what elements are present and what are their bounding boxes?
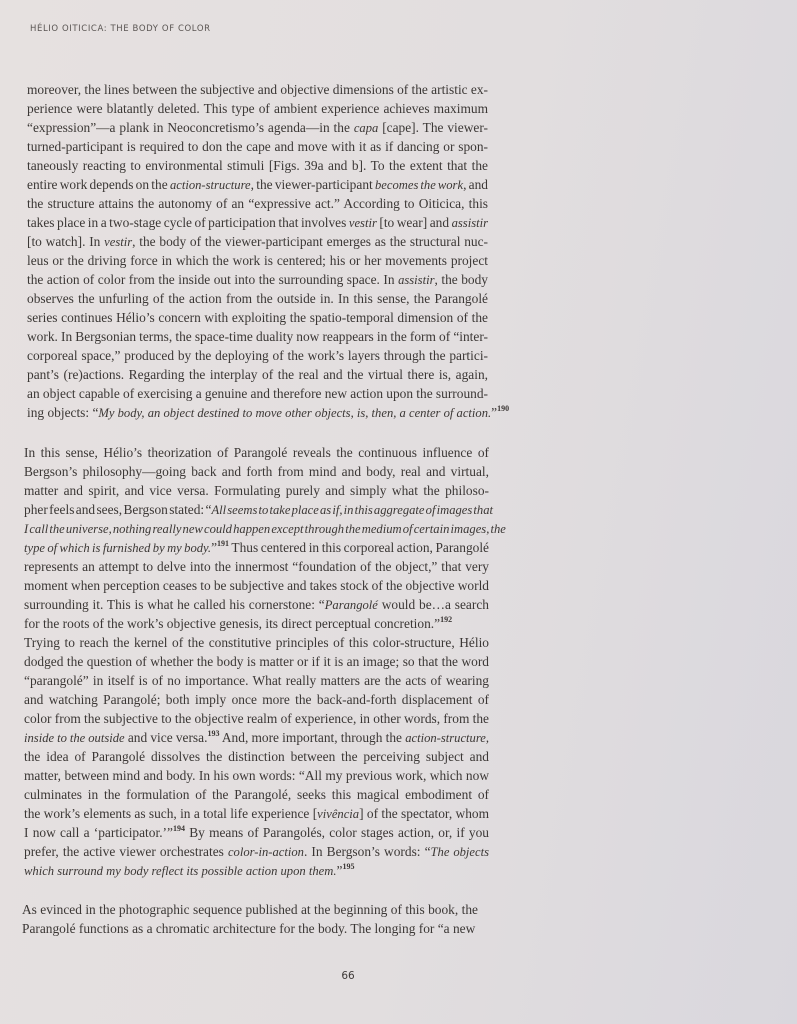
running-head: HÉLIO OITICICA: THE BODY OF COLOR [30, 24, 211, 34]
text-run: , the body [434, 272, 489, 287]
text-run: prefer, the active viewer orchestrates [24, 844, 228, 859]
footnote-ref: 192 [440, 614, 453, 624]
footnote-ref: 195 [342, 861, 355, 871]
text-run: matter, between mind and body. In his own words: “All my previous work, which now [24, 768, 489, 783]
text-run: culminates in the formulation of the Parangolé, seeks this magical embodiment of [24, 787, 489, 802]
text-run: . In Bergson’s words: “ [303, 844, 431, 859]
text-line [24, 861, 354, 881]
text-line [27, 289, 488, 308]
text-line [27, 308, 488, 327]
text-run: “parangolé” in itself is of no importance. What really matters are the acts of wearing [24, 673, 489, 688]
text-run: takes place in a two-stage cycle of participation that involves [27, 215, 349, 230]
text-run: ” [336, 863, 343, 878]
italic-text: action-structure, [405, 731, 490, 745]
italic-text: My body, an object destined to move other objects, is, then, a center of action. [98, 406, 492, 420]
text-run: would be…a search [377, 597, 489, 612]
text-line [24, 842, 489, 862]
text-run: ing objects: “ [27, 405, 99, 420]
text-run: Parangolé functions as a chromatic architecture for the body. The longing for “a new [22, 921, 476, 936]
text-run: In this sense, Hélio’s theorization of Parangolé reveals the continuous influence of [24, 445, 489, 460]
text-run: Bergson’s philosophy—going back and forth from mind and body, real and virtual, [24, 464, 489, 479]
italic-text: The objects [430, 845, 490, 859]
text-line [22, 919, 475, 938]
text-line [24, 690, 489, 709]
text-line [27, 156, 488, 175]
text-run: turned-participant is required to don the cape and move with it as if dancing or spon- [27, 139, 488, 154]
text-run: series continues Hélio’s concern with exploiting the spatio-temporal dimension of the [27, 310, 488, 325]
italic-text: color-in-action [227, 845, 304, 859]
italic-text: which surround my body reflect its possible action upon them. [24, 864, 337, 878]
text-run: I now call a ‘participator.’” [24, 825, 173, 840]
italic-text: vivência [317, 807, 360, 821]
text-line [24, 481, 489, 500]
text-run: dodged the question of whether the body is matter or if it is an image; so that the word [24, 654, 489, 669]
text-line [22, 900, 478, 919]
text-run: moment when perception ceases to be subjective and takes stock of the objective world [24, 578, 489, 593]
text-line [27, 251, 488, 270]
text-run: and vice versa. [124, 730, 208, 745]
text-line [24, 633, 489, 652]
text-run: the structure attains the autonomy of an “expressive act.” According to Oiticica, this [27, 196, 488, 211]
text-run: pant’s (re)actions. Regarding the interplay of the real and the virtual there is, again, [27, 367, 488, 382]
text-line [24, 443, 489, 462]
text-line [24, 538, 489, 558]
text-run: entire work depends on the [27, 177, 170, 192]
text-run: As evinced in the photographic sequence published at the beginning of this book, the [22, 902, 478, 917]
italic-text: Parangolé [324, 598, 378, 612]
text-run: color from the subjective to the objective realm of experience, in other words, from the [24, 711, 489, 726]
text-run: , and [463, 177, 489, 192]
text-run: pher feels and sees, Bergson stated: “ [24, 502, 212, 517]
italic-text: I call the universe, nothing really new could happen except through the medium of certain images, the [24, 522, 506, 536]
text-line [27, 384, 488, 403]
text-line [24, 595, 489, 615]
text-run: represents an attempt to delve into the innermost “foundation of the object,” that very [24, 559, 489, 574]
text-run: ” [491, 405, 498, 420]
text-line [27, 213, 488, 233]
text-run: moreover, the lines between the subjective and objective dimensions of the artistic ex- [27, 82, 488, 97]
text-run: and watching Parangolé; both imply once more the back-and-forth displacement of [24, 692, 489, 707]
text-run: , the viewer-participant [250, 177, 375, 192]
text-line [24, 519, 506, 539]
text-line [27, 194, 488, 213]
text-line [24, 747, 489, 766]
text-line [27, 270, 488, 290]
text-line [27, 175, 488, 195]
footnote-ref: 193 [207, 728, 220, 738]
text-run: ” [211, 540, 218, 555]
text-run: By means of Parangolés, color stages action, or, if you [184, 825, 489, 840]
text-line [24, 652, 489, 671]
text-run: leus or the driving force in which the work is centered; his or her movements project [27, 253, 488, 268]
text-line [24, 576, 489, 595]
text-line [24, 766, 489, 785]
text-line [24, 785, 489, 804]
text-run: taneously reacting to environmental stimuli [Figs. 39a and b]. To the extent that the [27, 158, 488, 173]
text-line [24, 728, 489, 748]
page-number: 66 [341, 970, 355, 982]
italic-text: action-structure [169, 178, 251, 192]
text-run: Thus centered in this corporeal action, Parangolé [229, 540, 490, 555]
text-run: the work’s elements as such, in a total life experience [ [24, 806, 318, 821]
text-run: the idea of Parangolé dissolves the distinction between the perceiving subject and [24, 749, 489, 764]
text-line [27, 365, 488, 384]
text-line [27, 118, 488, 138]
text-line [24, 671, 489, 690]
text-run: observes the unfurling of the action from the outside in. In this sense, the Parangolé [27, 291, 488, 306]
italic-text: vestir [348, 216, 377, 230]
italic-text: inside to the outside [24, 731, 125, 745]
text-line [24, 557, 489, 576]
text-line [24, 614, 452, 633]
text-run: [cape]. The viewer- [378, 120, 488, 135]
text-line [24, 500, 493, 520]
text-line [24, 709, 489, 728]
text-run: surrounding it. This is what he called his cornerstone: “ [24, 597, 325, 612]
text-run: work. In Bergsonian terms, the space-time duality now reappears in the form of “inter- [27, 329, 488, 344]
italic-text: assistir [398, 273, 435, 287]
footnote-ref: 190 [497, 403, 510, 413]
text-run: , the body of the viewer-participant emerges as the structural nuc- [132, 234, 488, 249]
text-line [27, 80, 488, 99]
text-line [27, 346, 488, 365]
text-line [24, 823, 489, 842]
text-run: [to wear] and [376, 215, 452, 230]
text-run: And, more important, through the [219, 730, 406, 745]
text-line [27, 403, 509, 423]
footnote-ref: 191 [217, 538, 230, 548]
text-line [24, 804, 489, 824]
text-run: “expression”—a plank in Neoconcretismo’s agenda—in the [27, 120, 354, 135]
text-line [27, 232, 488, 252]
italic-text: All seems to take place as if, in this aggregate of images that [211, 503, 494, 517]
text-line [27, 327, 488, 346]
text-run: corporeal space,” produced by the deploying of the work’s layers through the partici- [27, 348, 488, 363]
italic-text: becomes the work [375, 178, 464, 192]
italic-text: type of which is furnished by my body. [24, 541, 212, 555]
text-run: matter and spirit, and vice versa. Formulating purely and simply what the philoso- [24, 483, 489, 498]
footnote-ref: 194 [172, 823, 185, 833]
text-line [27, 137, 488, 156]
text-line [27, 99, 488, 118]
text-run: the action of color from the inside out into the surrounding space. In [27, 272, 399, 287]
text-run: perience were blatantly deleted. This type of ambient experience achieves maximum [27, 101, 488, 116]
text-run: Trying to reach the kernel of the constitutive principles of this color-structure, Hélio [24, 635, 489, 650]
italic-text: capa [353, 121, 379, 135]
italic-text: vestir [104, 235, 133, 249]
text-run: [to watch]. In [27, 234, 105, 249]
text-run: for the roots of the work’s objective genesis, its direct perceptual concretion.” [24, 616, 441, 631]
text-run: ] of the spectator, whom [359, 806, 490, 821]
italic-text: assistir [451, 216, 488, 230]
text-run: an object capable of exercising a genuine and therefore new action upon the surround- [27, 386, 488, 401]
text-line [24, 462, 489, 481]
